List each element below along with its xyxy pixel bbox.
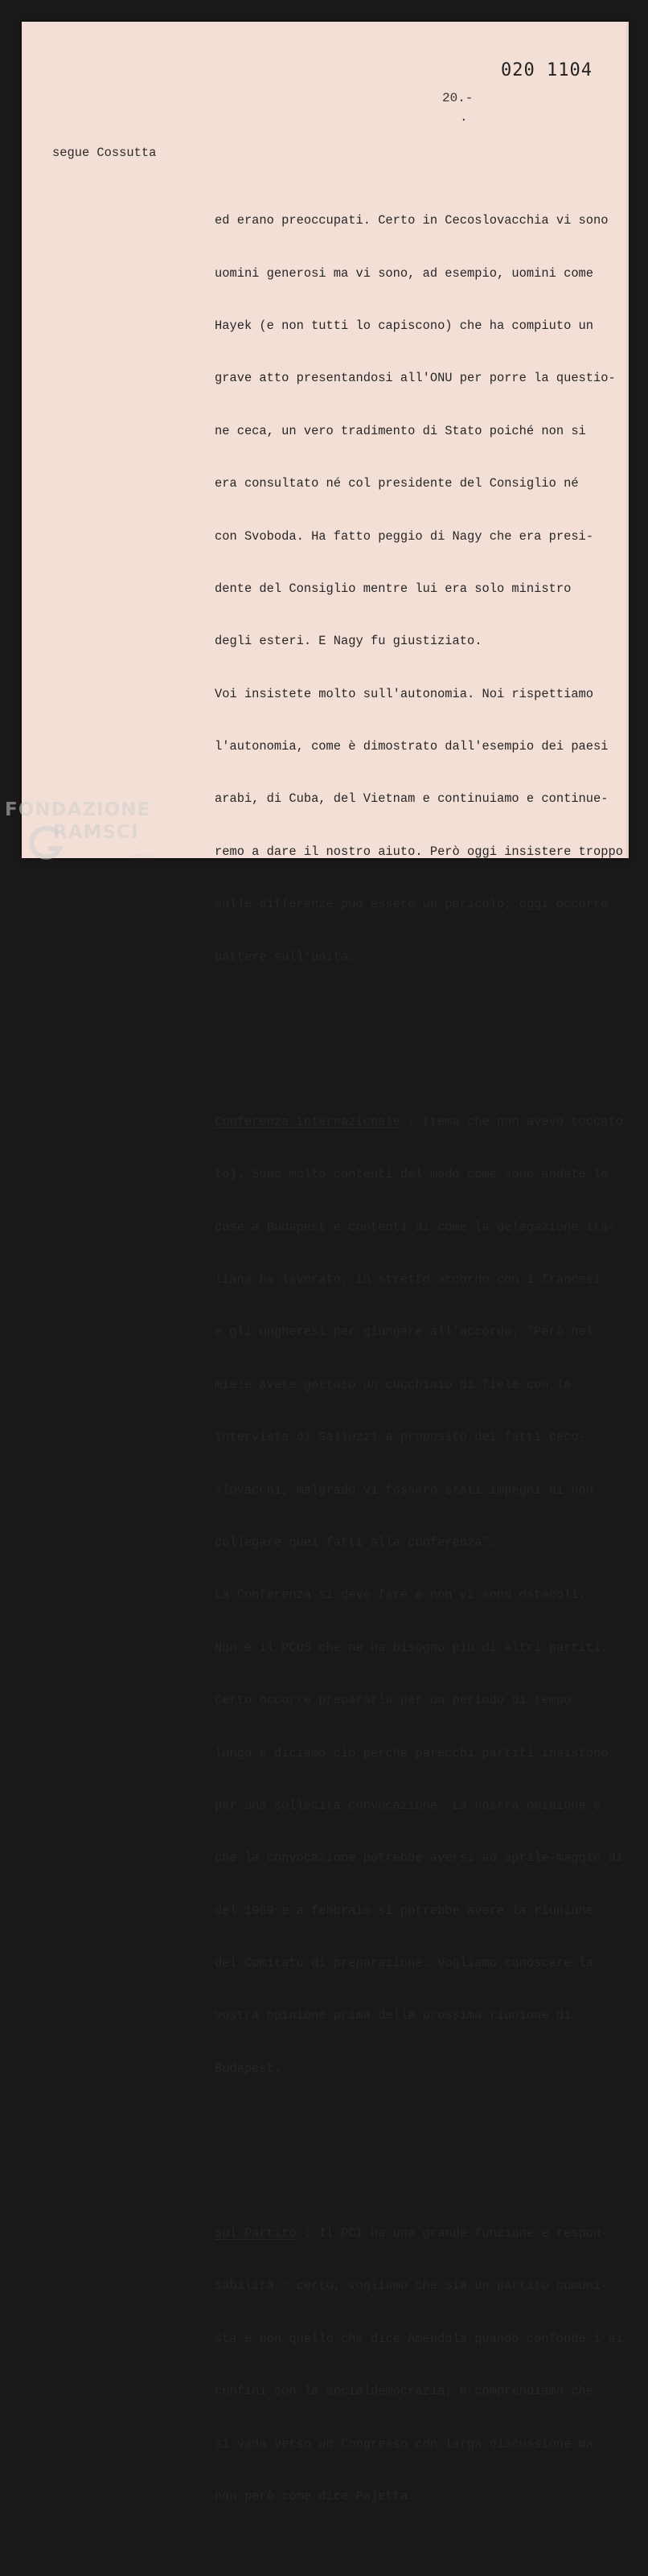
text-line: Hayek (e non tutti lo capiscono) che ha compiuto un [215, 318, 594, 333]
section-heading-conferenza: Conferenza internazionale [215, 1114, 400, 1129]
text-line: sulle differenze può essere un pericolo; oggi occorre [215, 897, 609, 912]
text-line: ne ceca, un vero tradimento di Stato poiché non si [215, 423, 586, 438]
text-line: liana ha lavorato, in stretto accordo con i francesi [215, 1272, 601, 1287]
text-line: l'autonomia, come è dimostrato dall'esempio dei paesi [215, 739, 609, 754]
watermark-line2: RAMSCI [53, 822, 139, 843]
section-heading-line [215, 1114, 626, 1132]
paragraph-partito [215, 2190, 626, 2541]
section-heading-line [215, 2225, 626, 2243]
gramsci-g-icon [27, 824, 64, 861]
text-line: cose a Budapest e contenti di come la delegazione ita- [215, 1219, 616, 1235]
text-line: si vada verso un Congresso con larga discussione ma [215, 2436, 594, 2451]
text-line: intervista di Galluzzi a proposito dei fatti ceco- [215, 1430, 586, 1445]
text-line: non però come dice Pajetta. [215, 2488, 416, 2504]
heading-rest: : Il PCI ha una grande funzione e respon- [296, 2226, 609, 2241]
text-line: con Svoboda. Ha fatto peggio di Nagy che era presi- [215, 528, 594, 544]
text-line: miele avete gettato un cucchiaio di fiele con la [215, 1377, 572, 1392]
text-line: to). Sono molto contenti del modo come sono andate le [215, 1167, 609, 1182]
text-line: grave atto presentandosi all'ONU per porre la questio- [215, 371, 616, 386]
text-line: confini con la socialdemocrazia; e comprendiamo che [215, 2384, 594, 2399]
watermark-line1: FONDAZIONE [5, 799, 151, 820]
text-line: e gli ungheresi per giungere all'accordo. "Però nel [215, 1325, 594, 1340]
document-body [215, 142, 626, 2576]
paragraph-intro [215, 178, 626, 1001]
text-line: remo a dare il nostro aiuto. Però oggi insistere troppo [215, 844, 623, 859]
paragraph-conferenza [215, 1078, 626, 2113]
text-line: Voi insistete molto sull'autonomia. Noi rispettiamo [215, 686, 594, 701]
text-line: La Conferenza si deve fare e non vi sono ostacoli. [215, 1588, 586, 1603]
text-line: che la convocazione potrebbe aversi ad aprile-maggio di [215, 1851, 623, 1866]
text-line: sta e non quello che dice Amendola quando confonde i ai [215, 2331, 623, 2346]
text-line: arabi, di Cuba, del Vietnam e continuiamo e continue- [215, 791, 609, 807]
page-number: 20.- [442, 91, 474, 105]
text-line: del Comitato di preparazione. Vogliamo conoscere la [215, 1956, 594, 1971]
text-line: lungo e diciamo ciò perché parecchi partiti insistono [215, 1745, 609, 1760]
text-line: Budapest. [215, 2060, 282, 2076]
text-line: per una sollecita convocazione. La nostra opinione è [215, 1797, 601, 1813]
text-line: ed erano preoccupati. Certo in Cecoslovacchia vi sono [215, 213, 609, 228]
document-page [22, 22, 629, 2504]
speaker-label: segue Cossutta [52, 146, 157, 160]
text-line: sabilità : certo, vogliamo che sia un partito comuni- [215, 2278, 609, 2294]
text-line: collegare quei fatti alla conferenza". [215, 1535, 497, 1550]
page-dot: . [460, 110, 468, 125]
text-line: del 1969 e a febbraio si potrebbe avere la riunione [215, 1903, 594, 1918]
text-line: uomini generosi ma vi sono, ad esempio, uomini come [215, 265, 594, 281]
document-number: 020 1104 [501, 60, 593, 80]
text-line: vostra opinione prima della prossima riunione di [215, 2008, 572, 2023]
watermark-onlus: onlus [133, 853, 154, 861]
heading-rest: : (tema che non avevo toccato [400, 1114, 623, 1129]
text-line: Certo occorre prepararla per un periodo di tempo [215, 1693, 572, 1708]
fondazione-gramsci-watermark [5, 799, 154, 861]
text-line: slovacchi, malgrado vi fossero stati impegni di non [215, 1482, 594, 1498]
text-line: dente del Consiglio mentre lui era solo ministro [215, 581, 572, 596]
text-line: battere sull'unità. [215, 949, 356, 964]
section-heading-partito: Sul Partito [215, 2226, 297, 2241]
text-line: era consultato né col presidente del Consiglio né [215, 476, 579, 491]
text-line: degli esteri. E Nagy fu giustiziato. [215, 634, 482, 649]
text-line: Non è il PCUS che ne ha bisogno più di altri partiti. [215, 1640, 609, 1655]
